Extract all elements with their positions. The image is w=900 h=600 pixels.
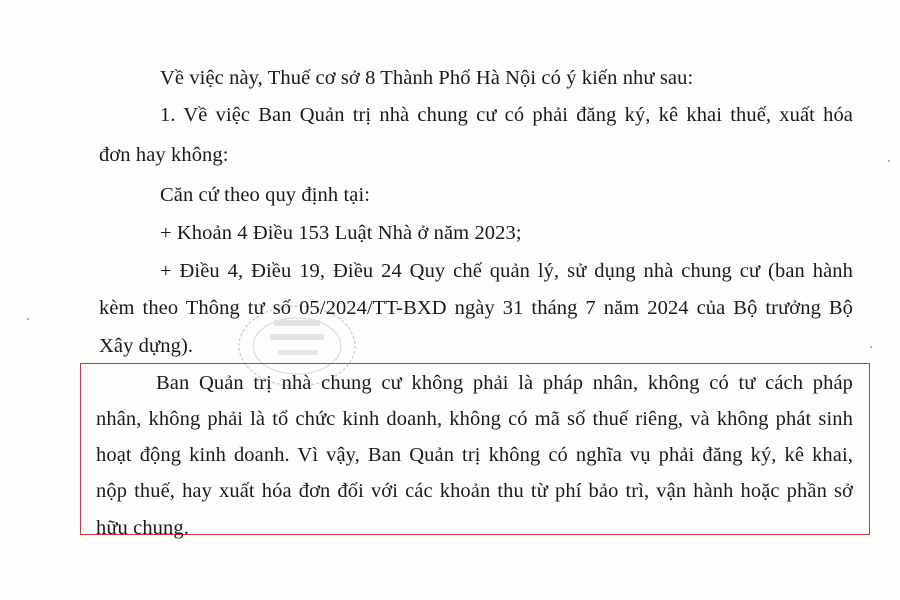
highlighted-line-2: nhân, không phải là tổ chức kinh doanh, không có mã số thuế riêng, và không phát sinh (96, 408, 853, 430)
scan-speck (888, 160, 890, 162)
legal-basis-label: Căn cứ theo quy định tại: (160, 184, 371, 206)
scan-speck (27, 318, 29, 320)
section-1-heading: 1. Về việc Ban Quản trị nhà chung cư có phải đăng ký, kê khai thuế, xuất hóa (160, 104, 853, 126)
intro-line: Về việc này, Thuế cơ sở 8 Thành Phố Hà Nội có ý kiến như sau: (160, 67, 694, 89)
legal-basis-item-2-cont: kèm theo Thông tư số 05/2024/TT-BXD ngày 31 tháng 7 năm 2024 của Bộ trưởng Bộ (99, 297, 853, 319)
legal-basis-item-1: + Khoản 4 Điều 153 Luật Nhà ở năm 2023; (160, 222, 522, 244)
legal-basis-item-2-end: Xây dựng). (99, 335, 194, 357)
legal-basis-item-2: + Điều 4, Điều 19, Điều 24 Quy chế quản lý, sử dụng nhà chung cư (ban hành (160, 260, 853, 282)
section-1-heading-cont: đơn hay không: (99, 144, 229, 166)
highlighted-line-4: nộp thuế, hay xuất hóa đơn đối với các khoản thu từ phí bảo trì, vận hành hoặc phần sở (96, 480, 853, 502)
highlighted-line-1: Ban Quản trị nhà chung cư không phải là pháp nhân, không có tư cách pháp (156, 372, 853, 394)
highlighted-line-3: hoạt động kinh doanh. Vì vậy, Ban Quản trị không có nghĩa vụ phải đăng ký, kê khai, (96, 444, 853, 466)
highlighted-line-5: hữu chung. (96, 517, 189, 539)
scan-speck (870, 346, 872, 348)
